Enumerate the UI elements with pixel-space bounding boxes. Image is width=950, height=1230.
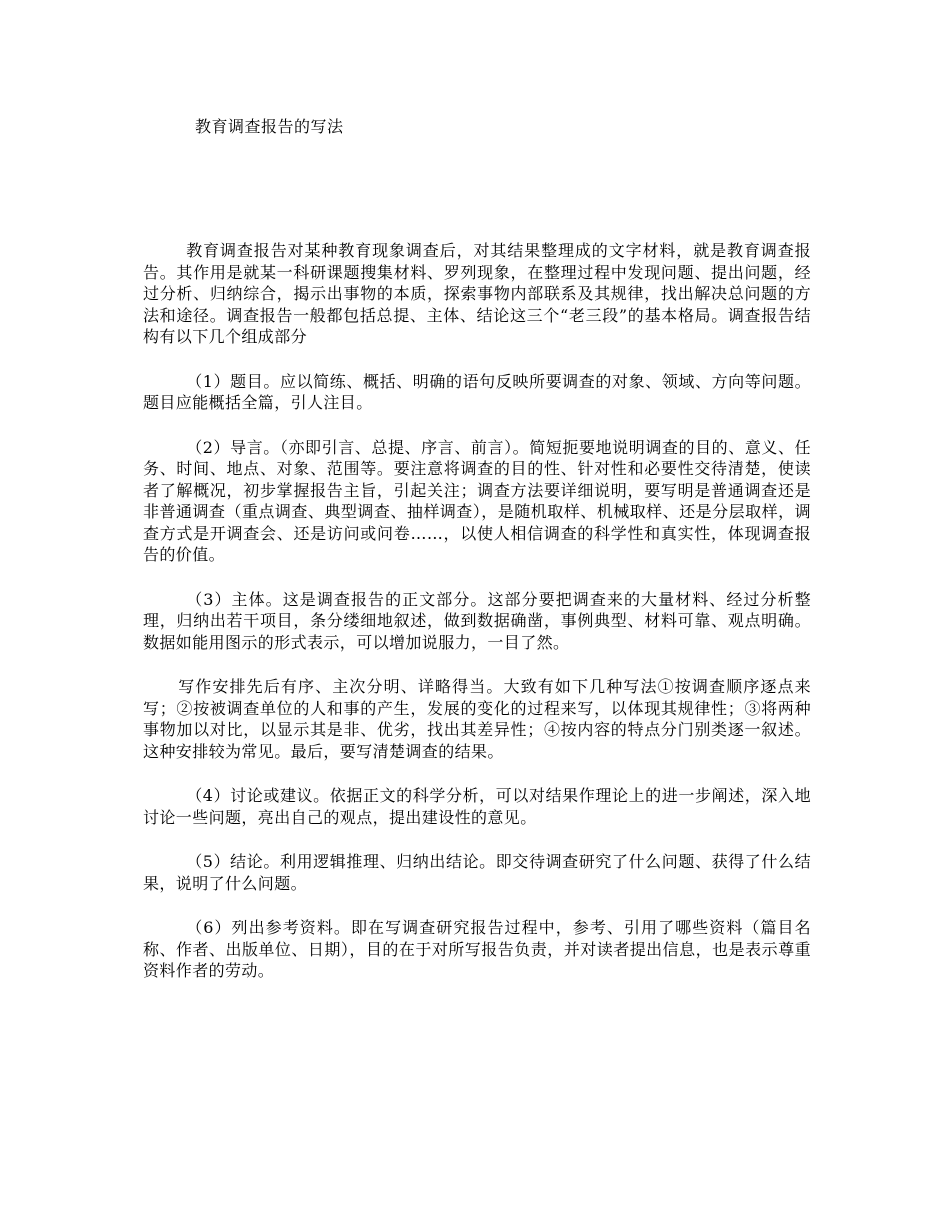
paragraph-introduction-section: （2）导言。（亦即引言、总提、序言、前言）。简短扼要地说明调查的目的、意义、任务、时间、地点、对象、范围等。要注意将调查的目的性、针对性和必要性交待清楚，使读者了解概况，初步掌握报告主旨，引起关注；调查方法要详细说明，要写明是普通调查还是非普通调查（重点调查、典型调查、抽样调查），是随机取样、机械取样、还是分层取样，调查方式是开调查会、还是访问或问卷……，以使人相信调查的科学性和真实性，体现调查报告的价值。 — [143, 437, 811, 564]
document-body — [143, 240, 811, 1005]
document-title: 教育调查报告的写法 — [195, 117, 344, 136]
paragraph-conclusion-section: （5）结论。利用逻辑推理、归纳出结论。即交待调查研究了什么问题、获得了什么结果，说明了什么问题。 — [143, 852, 811, 893]
paragraph-references-section: （6）列出参考资料。即在写调查研究报告过程中，参考、引用了哪些资料（篇目名称、作者、出版单位、日期），目的在于对所写报告负责，并对读者提出信息，也是表示尊重资料作者的劳动。 — [143, 918, 811, 980]
paragraph-discussion-section: （4）讨论或建议。依据正文的科学分析，可以对结果作理论上的进一步阐述，深入地讨论一些问题，亮出自己的观点，提出建设性的意见。 — [143, 786, 811, 827]
paragraph-writing-arrangement: 写作安排先后有序、主次分明、详略得当。大致有如下几种写法①按调查顺序逐点来写；②按被调查单位的人和事的产生，发展的变化的过程来写，以体现其规律性；③将两种事物加以对比，以显示其是非、优劣，找出其差异性；④按内容的特点分门别类逐一叙述。这种安排较为常见。最后，要写清楚调查的结果。 — [143, 677, 811, 761]
paragraph-title-section: （1）题目。应以简练、概括、明确的语句反映所要调查的对象、领域、方向等问题。题目应能概括全篇，引人注目。 — [143, 371, 811, 412]
paragraph-intro: 教育调查报告对某种教育现象调查后，对其结果整理成的文字材料，就是教育调查报告。其作用是就某一科研课题搜集材料、罗列现象，在整理过程中发现问题、提出问题，经过分析、归纳综合，揭示出事物的本质，探索事物内部联系及其规律，找出解决总问题的方法和途径。调查报告一般都包括总提、主体、结论这三个“老三段”的基本格局。调查报告结构有以下几个组成部分 — [143, 241, 811, 346]
paragraph-main-body-section: （3）主体。这是调查报告的正文部分。这部分要把调查来的大量材料、经过分析整理，归纳出若干项目，条分缕细地叙述，做到数据确凿，事例典型、材料可靠、观点明确。数据如能用图示的形式表示，可以增加说服力，一目了然。 — [143, 589, 811, 652]
